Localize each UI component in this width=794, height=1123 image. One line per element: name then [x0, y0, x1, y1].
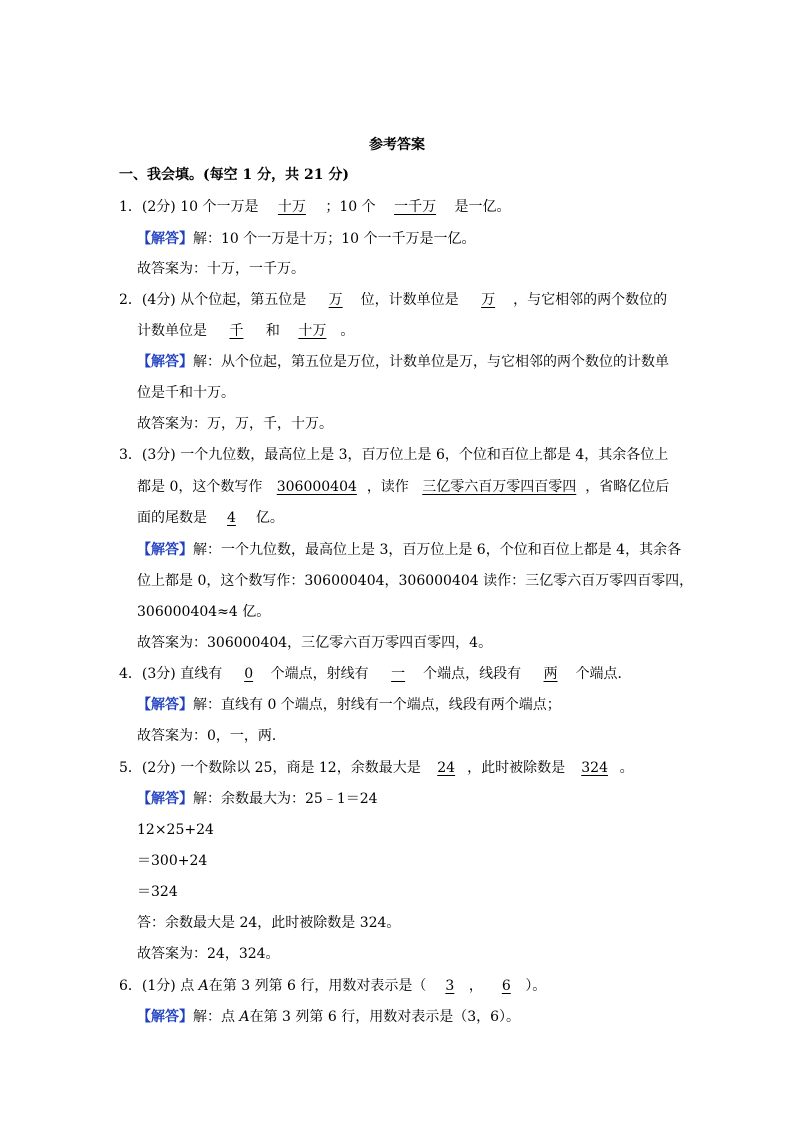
calc-line: ＝324 — [137, 884, 178, 900]
answer-blank: 千 — [229, 323, 244, 339]
answer-line: 故答案为：306000404，三亿零六百万零四百零四，4。 — [137, 635, 493, 651]
answer-blank: 十万 — [277, 199, 306, 215]
solution-line: 位是千和十万。 — [137, 385, 235, 401]
answer-blank: 三亿零六百万零四百零四 — [422, 479, 577, 495]
solution-line: 【解答】解：10 个一万是十万；10 个一千万是一亿。 — [137, 231, 476, 247]
answer-blank: 一 — [391, 666, 406, 682]
answer-blank: 24 — [437, 760, 456, 776]
question-6: 6．(1分) 点 A在第 3 列第 6 行，用数对表示是（ 3 ， 6 ）。 — [119, 978, 547, 994]
solution-tag: 【解答】 — [137, 1009, 193, 1025]
question-1: 1．(2分) 10 个一万是 十万 ；10 个 一千万 是一亿。 — [119, 199, 511, 215]
question-2: 2．(4分) 从个位起，第五位是 万 位，计数单位是 万 ，与它相邻的两个数位的 — [119, 292, 668, 308]
solution-line: 306000404≈4 亿。 — [137, 604, 271, 620]
calc-line: ＝300+24 — [137, 853, 208, 869]
question-2-cont: 计数单位是 千 和 十万 。 — [137, 323, 355, 339]
answer-line: 故答案为：十万，一千万。 — [137, 261, 305, 277]
solution-line: 【解答】解：点 A在第 3 列第 6 行，用数对表示是（3，6）。 — [137, 1009, 521, 1025]
answer-blank: 324 — [581, 760, 608, 776]
answer-blank: 0 — [244, 666, 254, 682]
calc-line: 答：余数最大是 24，此时被除数是 324。 — [137, 915, 401, 931]
solution-line: 【解答】解：直线有 0 个端点，射线有一个端点，线段有两个端点； — [137, 697, 561, 713]
solution-tag: 【解答】 — [137, 791, 193, 807]
answer-line: 故答案为：24，324。 — [137, 946, 280, 962]
question-3-cont: 都是 0，这个数写作 306000404 ，读作 三亿零六百万零四百零四 ，省略亿位后 — [137, 479, 670, 495]
answer-blank: 306000404 — [276, 479, 357, 495]
calc-line: 12×25+24 — [137, 822, 214, 838]
question-5: 5．(2分) 一个数除以 25，商是 12，余数最大是 24 ，此时被除数是 324 。 — [119, 760, 634, 776]
solution-line: 【解答】解：余数最大为：25﹣1＝24 — [137, 791, 378, 807]
solution-line: 【解答】解：一个九位数，最高位上是 3，百万位上是 6，个位和百位上都是 4，其余各 — [137, 542, 682, 558]
answer-blank: 十万 — [298, 323, 327, 339]
solution-tag: 【解答】 — [137, 354, 193, 370]
solution-tag: 【解答】 — [137, 231, 193, 247]
solution-line: 位上都是 0，这个数写作：306000404，306000404 读作：三亿零六百万零四百零四， — [137, 573, 694, 589]
answer-blank: 两 — [543, 666, 558, 682]
answer-line: 故答案为：0，一，两． — [137, 728, 286, 744]
page-title: 参考答案 — [369, 137, 425, 153]
question-3-cont: 面的尾数是 4 亿。 — [137, 510, 284, 526]
answer-blank: 一千万 — [394, 199, 437, 215]
answer-blank: 6 — [501, 978, 511, 994]
answer-blank: 4 — [226, 510, 236, 526]
solution-line: 【解答】解：从个位起，第五位是万位，计数单位是万，与它相邻的两个数位的计数单 — [137, 354, 669, 370]
solution-tag: 【解答】 — [137, 542, 193, 558]
answer-line: 故答案为：万，万，千，十万。 — [137, 416, 333, 432]
solution-tag: 【解答】 — [137, 697, 193, 713]
question-3: 3．(3分) 一个九位数，最高位上是 3，百万位上是 6，个位和百位上都是 4，其余各位上 — [119, 447, 669, 463]
answer-blank: 3 — [445, 978, 455, 994]
answer-blank: 万 — [481, 292, 496, 308]
question-4: 4．(3分) 直线有 0 个端点，射线有 一 个端点，线段有 两 个端点． — [119, 666, 632, 682]
section-heading: 一、我会填。(每空 1 分，共 21 分) — [119, 167, 349, 183]
answer-blank: 万 — [328, 292, 343, 308]
